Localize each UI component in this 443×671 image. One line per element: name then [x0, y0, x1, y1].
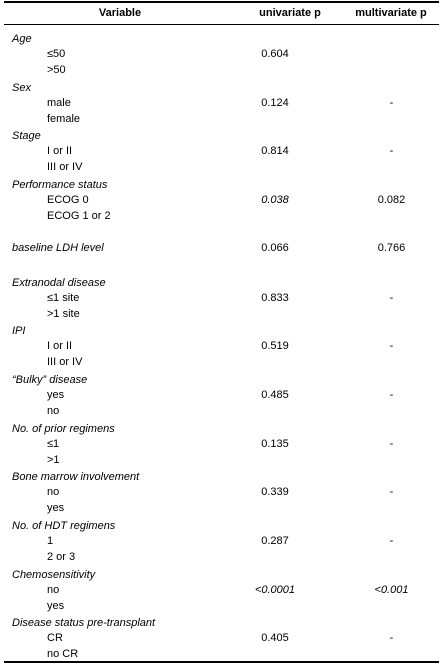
univariate-p: 0.124 — [261, 97, 289, 109]
row-title: Stage — [12, 130, 41, 142]
univariate-p: 0.604 — [261, 48, 289, 60]
row-title: No. of prior regimens — [12, 423, 115, 435]
row-title: Disease status pre-transplant — [12, 617, 156, 629]
row-subgroup: I or II — [47, 145, 73, 157]
multivariate-p: <0.001 — [374, 584, 409, 596]
row-subgroup: yes — [47, 600, 65, 612]
row-subgroup: ≤50 — [47, 48, 66, 60]
univariate-p: 0.066 — [261, 242, 289, 254]
row-title: No. of HDT regimens — [12, 520, 116, 532]
row-subgroup: III or IV — [47, 356, 83, 368]
row-subgroup: female — [47, 113, 81, 125]
row-subgroup: I or II — [47, 340, 73, 352]
univariate-p: 0.485 — [261, 389, 289, 401]
row-subgroup: ECOG 1 or 2 — [47, 210, 111, 222]
row-subgroup: yes — [47, 502, 65, 514]
row-title: Chemosensitivity — [12, 569, 96, 581]
univariate-p: 0.339 — [261, 486, 289, 498]
univariate-p: 0.038 — [261, 194, 289, 206]
row-subgroup: no — [47, 405, 60, 417]
multivariate-p: - — [389, 438, 394, 450]
table-bottom-rule — [4, 661, 439, 663]
univariate-p: 0.135 — [261, 438, 289, 450]
row-subgroup: 1 — [47, 535, 54, 547]
multivariate-p: - — [389, 389, 394, 401]
multivariate-p: - — [389, 632, 394, 644]
row-title: Age — [12, 33, 32, 45]
row-subgroup: no — [47, 486, 60, 498]
multivariate-p: - — [389, 535, 394, 547]
header-univariate: univariate p — [259, 7, 321, 19]
row-title: Sex — [12, 82, 31, 94]
row-subgroup: CR — [47, 632, 63, 644]
row-subgroup: >50 — [47, 64, 66, 76]
header-rule — [4, 24, 439, 25]
multivariate-p: - — [389, 97, 394, 109]
row-subgroup: >1 site — [47, 308, 80, 320]
univariate-p: 0.405 — [261, 632, 289, 644]
row-subgroup: >1 — [47, 454, 60, 466]
row-title: baseline LDH level — [12, 242, 104, 254]
row-subgroup: no — [47, 584, 60, 596]
row-title: “Bulky” disease — [12, 374, 88, 386]
row-subgroup: ≤1 — [47, 438, 60, 450]
header-variable: Variable — [98, 7, 142, 19]
row-title: Performance status — [12, 179, 108, 191]
multivariate-p: - — [389, 486, 394, 498]
table-top-rule — [4, 1, 439, 3]
row-subgroup: 2 or 3 — [47, 551, 76, 563]
row-subgroup: ≤1 site — [47, 292, 80, 304]
row-subgroup: no CR — [47, 648, 79, 660]
univariate-p: 0.814 — [261, 145, 289, 157]
header-multivariate: multivariate p — [355, 7, 427, 19]
row-subgroup: III or IV — [47, 161, 83, 173]
multivariate-p: - — [389, 145, 394, 157]
row-subgroup: yes — [47, 389, 65, 401]
row-subgroup: ECOG 0 — [47, 194, 89, 206]
univariate-p: 0.287 — [261, 535, 289, 547]
multivariate-p: - — [389, 340, 394, 352]
multivariate-p: 0.082 — [377, 194, 406, 206]
univariate-p: 0.519 — [261, 340, 289, 352]
univariate-p: 0.833 — [261, 292, 289, 304]
univariate-p: <0.0001 — [254, 584, 296, 596]
row-subgroup: male — [47, 97, 71, 109]
row-title: Extranodal disease — [12, 277, 106, 289]
row-title: Bone marrow involvement — [12, 471, 140, 483]
multivariate-p: - — [389, 292, 394, 304]
row-title: IPI — [12, 325, 26, 337]
multivariate-p: 0.766 — [377, 242, 406, 254]
